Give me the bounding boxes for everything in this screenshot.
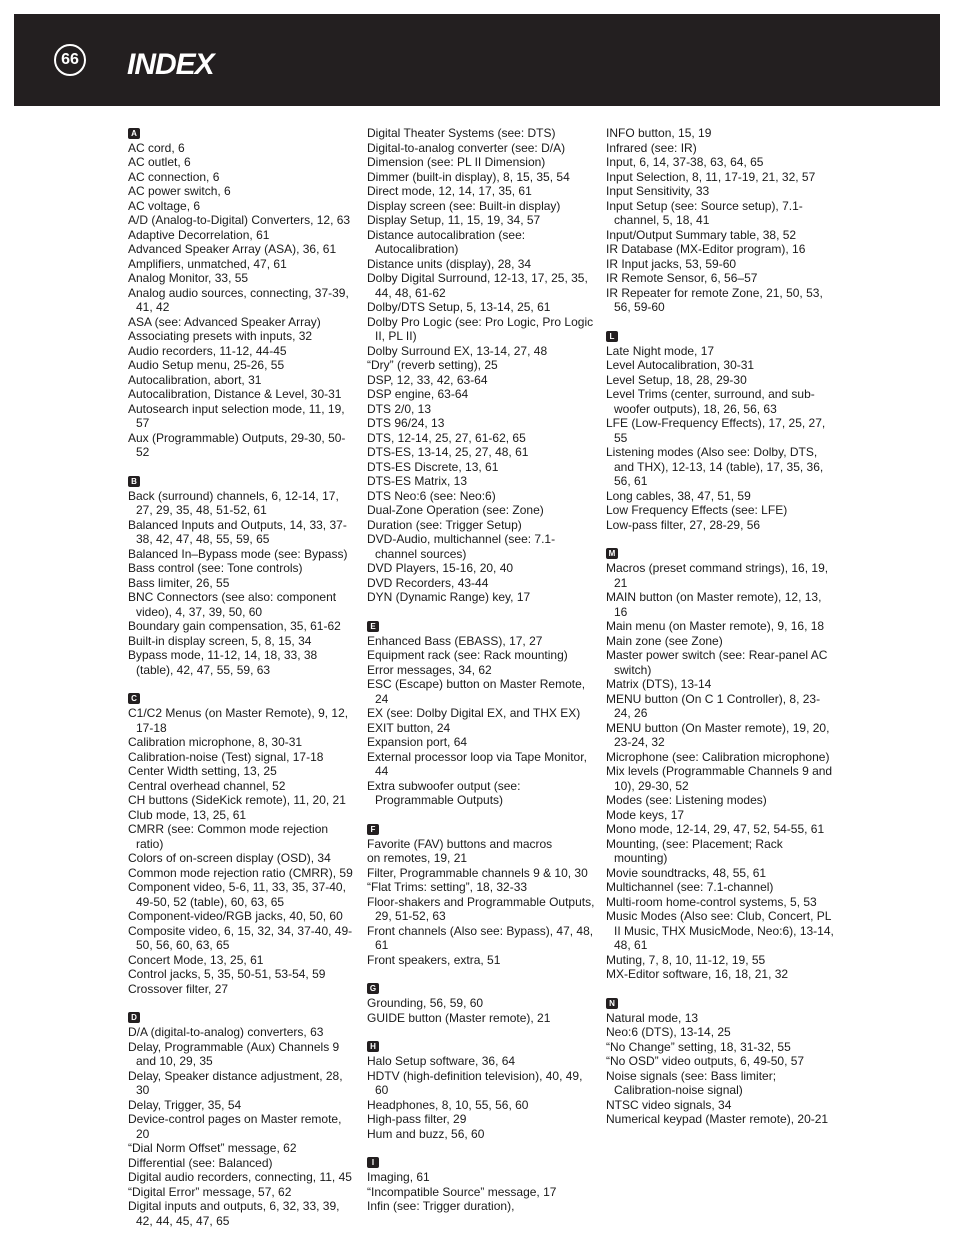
section-letter-badge: H	[367, 1041, 379, 1052]
index-entry: “Incompatible Source” message, 17	[367, 1184, 557, 1199]
index-entry: “Dial Norm Offset” message, 62	[128, 1141, 297, 1155]
index-entry: Listening modes (Also see: Dolby, DTS, and THX), 12-13, 14 (table), 17, 35, 36, 56, 61	[606, 445, 824, 488]
index-entry: NTSC video signals, 34	[606, 1097, 732, 1112]
index-entry: Favorite (FAV) buttons and macros	[367, 836, 553, 851]
index-section	[128, 692, 356, 997]
index-entry: Error messages, 34, 62	[367, 662, 492, 677]
index-section	[367, 126, 595, 605]
index-entry: Dolby Surround EX, 13-14, 27, 48	[367, 343, 548, 358]
index-entry: Distance units (display), 28, 34	[367, 256, 532, 271]
index-entry: Master power switch (see: Rear-panel AC switch)	[606, 648, 828, 677]
index-entry: Level Trims (center, surround, and sub-woofer outputs), 18, 26, 56, 63	[606, 387, 815, 416]
index-column-3	[606, 126, 834, 1141]
index-section	[128, 126, 356, 460]
index-entry: IR Repeater for remote Zone, 21, 50, 53, 56, 59-60	[606, 285, 823, 314]
index-entry: Bass limiter, 26, 55	[128, 575, 230, 590]
index-entry: Matrix (DTS), 13-14	[606, 677, 712, 691]
index-entry: DTS-ES, 13-14, 25, 27, 48, 61	[367, 445, 529, 459]
index-section	[606, 547, 834, 982]
index-entry: Built-in display screen, 5, 8, 15, 34	[128, 633, 312, 648]
index-entry: External processor loop via Tape Monitor, 44	[367, 749, 587, 778]
index-entry: Aux (Programmable) Outputs, 29-30, 50-52	[128, 430, 346, 459]
index-entry: Macros (preset command strings), 16, 19, 21	[606, 561, 829, 590]
section-letter-badge: I	[367, 1157, 379, 1168]
index-entry: Dolby Digital Surround, 12-13, 17, 25, 35, 44, 48, 61-62	[367, 271, 588, 300]
index-entry: Numerical keypad (Master remote), 20-21	[606, 1112, 829, 1126]
index-entry: Back (surround) channels, 6, 12-14, 17, 27, 29, 35, 48, 51-52, 61	[128, 488, 339, 517]
index-entry: High-pass filter, 29	[367, 1112, 467, 1126]
index-entry: DTS, 12-14, 25, 27, 61-62, 65	[367, 430, 526, 445]
index-entry: Input/Output Summary table, 38, 52	[606, 227, 797, 242]
index-entry: Dolby/DTS Setup, 5, 13-14, 25, 61	[367, 300, 551, 314]
index-entry: Mono mode, 12-14, 29, 47, 52, 54-55, 61	[606, 822, 825, 836]
index-entry: Amplifiers, unmatched, 47, 61	[128, 256, 287, 271]
index-entry: AC outlet, 6	[128, 155, 191, 169]
index-entry: DTS-ES Matrix, 13	[367, 474, 468, 488]
index-entry: AC cord, 6	[128, 140, 185, 155]
index-section	[128, 1011, 356, 1229]
index-section	[367, 982, 595, 1026]
section-letter-badge: N	[606, 998, 618, 1009]
section-letter-badge: C	[128, 693, 140, 704]
index-entry: Noise signals (see: Bass limiter; Calibration-noise signal)	[606, 1068, 777, 1097]
index-entry: Mode keys, 17	[606, 807, 685, 822]
index-entry: Duration (see: Trigger Setup)	[367, 517, 522, 532]
index-entry: Component video, 5-6, 11, 33, 35, 37-40, 49-50, 52 (table), 60, 63, 65	[128, 880, 346, 909]
index-entry: Mounting, (see: Placement; Rack mounting)	[606, 836, 783, 865]
index-entry: DSP, 12, 33, 42, 63-64	[367, 372, 488, 387]
index-entry: EXIT button, 24	[367, 720, 451, 735]
index-entry: GUIDE button (Master remote), 21	[367, 1010, 551, 1025]
index-entry: Muting, 7, 8, 10, 11-12, 19, 55	[606, 952, 766, 967]
index-entry: LFE (Low-Frequency Effects), 17, 25, 27, 55	[606, 416, 826, 445]
index-entry: Enhanced Bass (EBASS), 17, 27	[367, 633, 543, 648]
index-entry: DTS 2/0, 13	[367, 401, 432, 416]
index-entry: Digital Theater Systems (see: DTS)	[367, 126, 556, 140]
index-entry: Halo Setup software, 36, 64	[367, 1054, 516, 1068]
index-entry: Boundary gain compensation, 35, 61-62	[128, 619, 341, 633]
index-entry: DTS-ES Discrete, 13, 61	[367, 459, 499, 474]
index-entry: Analog Monitor, 33, 55	[128, 271, 249, 285]
index-entry: Multichannel (see: 7.1-channel)	[606, 880, 774, 894]
index-entry: Level Setup, 18, 28, 29-30	[606, 372, 747, 387]
index-entry: C1/C2 Menus (on Master Remote), 9, 12, 17-18	[128, 706, 349, 735]
index-entry: Audio Setup menu, 25-26, 55	[128, 358, 285, 372]
index-entry: HDTV (high-definition television), 40, 49, 60	[367, 1068, 583, 1097]
index-entry: Advanced Speaker Array (ASA), 36, 61	[128, 242, 337, 256]
index-entry: AC voltage, 6	[128, 198, 201, 213]
index-entry: Dimmer (built-in display), 8, 15, 35, 54	[367, 169, 570, 184]
index-entry: Digital inputs and outputs, 6, 32, 33, 39, 42, 44, 45, 47, 65	[128, 1199, 340, 1228]
index-entry: Late Night mode, 17	[606, 343, 715, 358]
index-entry: Display Setup, 11, 15, 19, 34, 57	[367, 213, 541, 227]
index-entry: AC power switch, 6	[128, 184, 231, 198]
index-entry: Analog audio sources, connecting, 37-39, 41, 42	[128, 285, 349, 314]
index-entry: Colors of on-screen display (OSD), 34	[128, 851, 331, 865]
index-entry: Control jacks, 5, 35, 50-51, 53-54, 59	[128, 967, 326, 981]
index-entry: Dolby Pro Logic (see: Pro Logic, Pro Logic II, PL II)	[367, 314, 594, 343]
index-entry: MENU button (On C 1 Controller), 8, 23-24, 26	[606, 691, 821, 720]
index-entry: Center Width setting, 13, 25	[128, 764, 277, 778]
index-entry: Balanced Inputs and Outputs, 14, 33, 37-38, 42, 47, 48, 55, 59, 65	[128, 517, 347, 546]
index-entry: Common mode rejection ratio (CMRR), 59	[128, 865, 353, 880]
index-entry: IR Remote Sensor, 6, 56–57	[606, 271, 758, 285]
index-entry: Differential (see: Balanced)	[128, 1155, 273, 1170]
index-entry: CMRR (see: Common mode rejection ratio)	[128, 822, 329, 851]
index-entry: Delay, Speaker distance adjustment, 28, 30	[128, 1068, 343, 1097]
index-section	[367, 822, 595, 967]
index-entry: IR Database (MX-Editor program), 16	[606, 242, 806, 256]
index-entry: Low Frequency Effects (see: LFE)	[606, 503, 788, 517]
index-entry: Concert Mode, 13, 25, 61	[128, 952, 264, 967]
section-letter-badge: L	[606, 331, 618, 342]
index-entry: EX (see: Dolby Digital EX, and THX EX)	[367, 706, 581, 720]
index-entry: Input Setup (see: Source setup), 7.1-channel, 5, 18, 41	[606, 198, 803, 227]
index-entry: Composite video, 6, 15, 32, 34, 37-40, 49-50, 56, 60, 63, 65	[128, 923, 353, 952]
index-section	[367, 1156, 595, 1214]
index-entry: “Digital Error” message, 57, 62	[128, 1184, 292, 1199]
index-column-1	[128, 126, 356, 1243]
index-entry: “Dry” (reverb setting), 25	[367, 358, 498, 372]
index-entry: Central overhead channel, 52	[128, 778, 286, 793]
index-entry: Dual-Zone Operation (see: Zone)	[367, 503, 544, 517]
index-entry: Front speakers, extra, 51	[367, 952, 501, 967]
index-entry: BNC Connectors (see also: component video), 4, 37, 39, 50, 60	[128, 590, 337, 619]
index-column-2	[367, 126, 595, 1228]
index-entry: Distance autocalibration (see: Autocalibration)	[367, 227, 526, 256]
index-entry: Equipment rack (see: Rack mounting)	[367, 648, 568, 662]
index-entry: MENU button (On Master remote), 19, 20, 23-24, 32	[606, 720, 830, 749]
index-entry: Grounding, 56, 59, 60	[367, 996, 484, 1010]
index-entry: Imaging, 61	[367, 1170, 430, 1184]
index-entry: MAIN button (on Master remote), 12, 13, 16	[606, 590, 822, 619]
index-entry: Autocalibration, abort, 31	[128, 372, 262, 387]
index-entry: Modes (see: Listening modes)	[606, 793, 767, 807]
index-entry: Adaptive Decorrelation, 61	[128, 227, 270, 242]
index-entry: INFO button, 15, 19	[606, 126, 712, 140]
index-section	[128, 474, 356, 677]
index-entry: Autocalibration, Distance & Level, 30-31	[128, 387, 342, 401]
index-entry: “No OSD” video outputs, 6, 49-50, 57	[606, 1054, 805, 1068]
index-entry: Club mode, 13, 25, 61	[128, 807, 247, 822]
index-entry: Main zone (see Zone)	[606, 633, 723, 648]
index-entry: Filter, Programmable channels 9 & 10, 30	[367, 865, 588, 880]
index-entry: Movie soundtracks, 48, 55, 61	[606, 865, 767, 880]
index-entry: Bypass mode, 11-12, 14, 18, 33, 38 (table), 42, 47, 55, 59, 63	[128, 648, 318, 677]
index-entry: CH buttons (SideKick remote), 11, 20, 21	[128, 793, 346, 807]
index-entry: IR Input jacks, 53, 59-60	[606, 256, 737, 271]
index-entry: Component-video/RGB jacks, 40, 50, 60	[128, 909, 343, 923]
index-entry: Input Sensitivity, 33	[606, 184, 710, 198]
index-entry: DSP engine, 63-64	[367, 387, 469, 401]
index-entry: Music Modes (Also see: Club, Concert, PL II Music, THX MusicMode, Neo:6), 13-14, 48, 61	[606, 909, 834, 952]
index-entry: Dimension (see: PL II Dimension)	[367, 155, 546, 169]
index-section	[367, 619, 595, 808]
index-entry: Audio recorders, 11-12, 44-45	[128, 343, 287, 358]
index-entry: Display screen (see: Built-in display)	[367, 198, 561, 213]
index-entry: Input, 6, 14, 37-38, 63, 64, 65	[606, 155, 764, 169]
index-entry: ESC (Escape) button on Master Remote, 24	[367, 677, 586, 706]
page-number: 66	[54, 44, 86, 76]
section-letter-badge: E	[367, 621, 379, 632]
index-entry: Neo:6 (DTS), 13-14, 25	[606, 1025, 731, 1039]
index-entry: Extra subwoofer output (see: Programmable Outputs)	[367, 778, 521, 807]
index-entry: Crossover filter, 27	[128, 981, 229, 996]
index-entry: Infin (see: Trigger duration),	[367, 1199, 515, 1213]
index-entry: Balanced In–Bypass mode (see: Bypass)	[128, 546, 348, 561]
section-letter-badge: M	[606, 548, 618, 559]
index-entry: Delay, Trigger, 35, 54	[128, 1097, 242, 1112]
index-entry: DVD Players, 15-16, 20, 40	[367, 561, 514, 575]
index-entry: Mix levels (Programmable Channels 9 and 10), 29-30, 52	[606, 764, 833, 793]
index-entry: “Flat Trims: setting”, 18, 32-33	[367, 880, 528, 894]
index-entry: Hum and buzz, 56, 60	[367, 1126, 485, 1141]
index-section	[606, 329, 834, 532]
section-letter-badge: G	[367, 983, 379, 994]
index-section	[606, 126, 834, 315]
index-entry: Low-pass filter, 27, 28-29, 56	[606, 517, 761, 532]
index-entry: Natural mode, 13	[606, 1010, 699, 1025]
index-entry: Floor-shakers and Programmable Outputs, 29, 51-52, 63	[367, 894, 595, 923]
index-entry: ASA (see: Advanced Speaker Array)	[128, 314, 321, 329]
index-entry: Digital-to-analog converter (see: D/A)	[367, 140, 566, 155]
page-header	[14, 14, 940, 106]
index-entry: DVD-Audio, multichannel (see: 7.1-channel sources)	[367, 532, 556, 561]
index-entry: Main menu (on Master remote), 9, 16, 18	[606, 619, 825, 633]
index-entry: Headphones, 8, 10, 55, 56, 60	[367, 1097, 529, 1112]
index-entry: D/A (digital-to-analog) converters, 63	[128, 1025, 324, 1039]
index-entry: Level Autocalibration, 30-31	[606, 358, 755, 372]
index-entry: AC connection, 6	[128, 169, 220, 184]
index-entry: DVD Recorders, 43-44	[367, 575, 489, 590]
section-letter-badge: F	[367, 824, 379, 835]
index-entry: Input Selection, 8, 11, 17-19, 21, 32, 57	[606, 169, 816, 184]
index-entry: MX-Editor software, 16, 18, 21, 32	[606, 967, 789, 981]
index-entry: “No Change” setting, 18, 31-32, 55	[606, 1039, 791, 1054]
index-section	[606, 996, 834, 1127]
index-entry: Multi-room home-control systems, 5, 53	[606, 894, 817, 909]
index-entry: Long cables, 38, 47, 51, 59	[606, 488, 751, 503]
index-entry: Microphone (see: Calibration microphone)	[606, 749, 830, 764]
index-entry: Expansion port, 64	[367, 735, 468, 749]
index-entry: DYN (Dynamic Range) key, 17	[367, 590, 531, 604]
index-entry: Delay, Programmable (Aux) Channels 9 and 10, 29, 35	[128, 1039, 340, 1068]
page-title: INDEX	[127, 48, 214, 81]
index-entry: Device-control pages on Master remote, 20	[128, 1112, 342, 1141]
index-section	[367, 1040, 595, 1142]
index-entry: Calibration-noise (Test) signal, 17-18	[128, 749, 324, 764]
index-entry: Associating presets with inputs, 32	[128, 329, 313, 343]
section-letter-badge: A	[128, 128, 140, 139]
index-entry: Digital audio recorders, connecting, 11, 45	[128, 1170, 352, 1184]
section-letter-badge: B	[128, 476, 140, 487]
index-entry: on remotes, 19, 21	[367, 851, 468, 865]
index-entry: Front channels (Also see: Bypass), 47, 48, 61	[367, 923, 594, 952]
index-entry: Calibration microphone, 8, 30-31	[128, 735, 303, 749]
index-entry: Bass control (see: Tone controls)	[128, 561, 303, 575]
index-entry: DTS Neo:6 (see: Neo:6)	[367, 488, 496, 503]
index-entry: Infrared (see: IR)	[606, 140, 697, 155]
index-entry: Autosearch input selection mode, 11, 19, 57	[128, 401, 345, 430]
index-entry: DTS 96/24, 13	[367, 416, 445, 430]
section-letter-badge: D	[128, 1012, 140, 1023]
index-entry: Direct mode, 12, 14, 17, 35, 61	[367, 184, 532, 198]
index-entry: A/D (Analog-to-Digital) Converters, 12, 63	[128, 213, 351, 227]
